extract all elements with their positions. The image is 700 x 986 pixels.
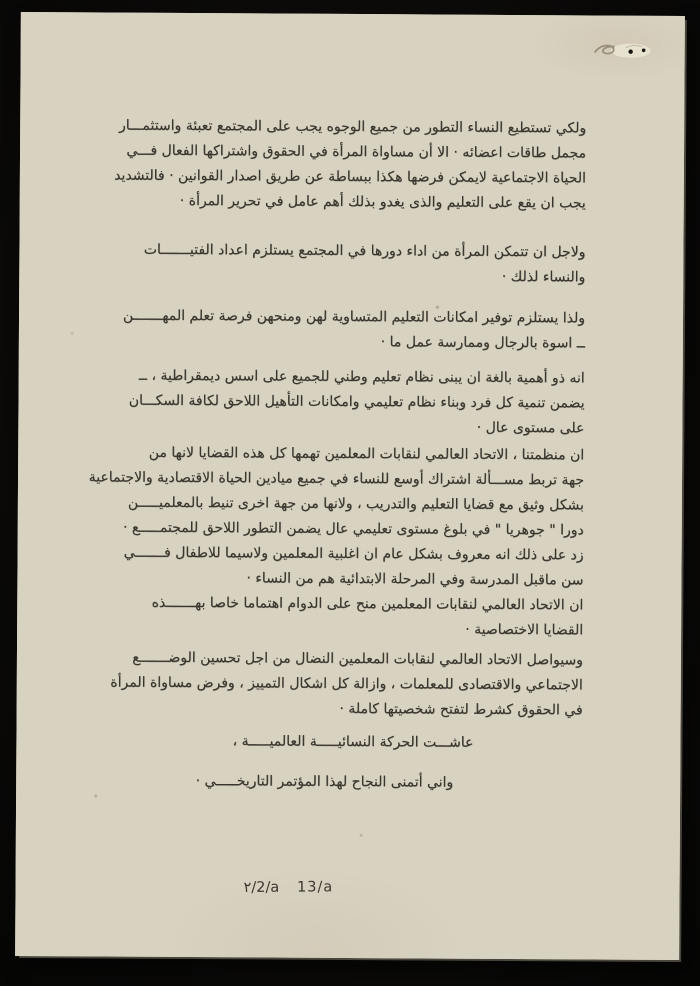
document-body: [68, 113, 586, 796]
text-line: الاجتماعي والاقتصادى للمعلمات ، وازالة كل اشكال التمييز ، وفرض مساواة المرأة: [110, 674, 583, 694]
text-line: زد على ذلك انه معروف بشكل عام ان اغلبية المعلمين ولاسيما للاطفال فـــــــي: [123, 544, 584, 564]
text-line: على مستوى عال ·: [476, 419, 585, 437]
text-line: بشكل وثيق مع قضايا التعليم والتدريب ، ولانها من جهة اخرى تنيط بالمعلميـــــن: [127, 494, 584, 514]
text-line: جهة تربط مســـألة اشتراك أوسع للنساء في جميع ميادين الحياة الاقتصادية والاجتماعية: [88, 469, 585, 489]
paragraph: [69, 440, 584, 593]
text-line: دورا " جوهريا " في بلوغ مستوى تعليمي عال يضمن التطور اللاحق للمجتمـــــع ·: [122, 519, 584, 539]
text-line: انه ذو أهمية بالغة ان يبنى نظام تعليم وطني للجميع على اسس ديمقراطية ، ــ: [138, 367, 585, 387]
footer-annotation: ٢/2/a 13/a: [243, 879, 334, 896]
text-line: الحياة الاجتماعية لايمكن فرضها هكذا ببساطة عن طريق اصدار القوانين · فالتشديد: [114, 167, 586, 187]
text-line: ولاجل ان تتمكن المرأة من اداء دورها في المجتمع يستلزم اعداد الفتيـــــــات: [143, 241, 586, 261]
document-page: [15, 12, 685, 960]
pencil-scribble-icon: [591, 33, 663, 67]
paragraph: [69, 590, 583, 643]
text-line: ان الاتحاد العالمي لنقابات المعلمين منح على الدوام اهتماما خاصا بهـــــــذه: [151, 594, 584, 614]
paragraph: [69, 645, 583, 723]
text-line: وسيواصل الاتحاد العالمي لنقابات المعلمين النضال من اجل تحسين الوضـــــــع: [132, 649, 583, 669]
paragraph: [72, 113, 587, 216]
text-line: سن ماقبل المدرسة وفي المرحلة الابتدائية هم من النساء ·: [246, 570, 584, 589]
text-line: يجب ان يقع على التعليم والذى يغدو بذلك أهم عامل في تحرير المرأة ·: [179, 192, 586, 212]
text-line: واني أتمنى النجاح لهذا المؤتمر التاريخـــــي ·: [195, 773, 454, 791]
text-line: ان منظمتنا ، الاتحاد العالمي لنقابات المعلمين تهمها كل هذه القضايا لانها من: [148, 444, 585, 464]
paragraph: [68, 728, 473, 755]
paragraph: [71, 237, 585, 290]
paragraph: [71, 303, 585, 356]
text-line: ــ اسوة بالرجال وممارسة عمل ما ·: [380, 334, 585, 352]
text-line: القضايا الاختصاصية ·: [465, 621, 584, 639]
text-line: مجمل طاقات اعضائه · الا أن مساواة المرأة في الحقوق واشتراكها الفعال فـــي: [126, 142, 587, 162]
text-line: والنساء لذلك ·: [501, 268, 586, 286]
text-line: يضمن تنمية كل فرد وبناء نظام تعليمي وامكانات التأهيل اللاحق لكافة السكـــان: [128, 392, 585, 412]
text-line: ولذا يستلزم توفير امكانات التعليم المتساوية لهن ومنحهن فرصة تعلم المهـــــــن: [122, 307, 586, 327]
text-line: في الحقوق كشرط لتفتح شخصيتها كاملة ·: [339, 700, 583, 719]
text-line: ولكي تستطيع النساء التطور من جميع الوجوه يجب على المجتمع تعبئة واستثمـــار: [118, 117, 587, 137]
paragraph: [68, 768, 453, 795]
text-line: عاشـــت الحركة النسائيـــــة العالميـــــة ،: [232, 733, 474, 751]
paragraph: [70, 363, 584, 441]
